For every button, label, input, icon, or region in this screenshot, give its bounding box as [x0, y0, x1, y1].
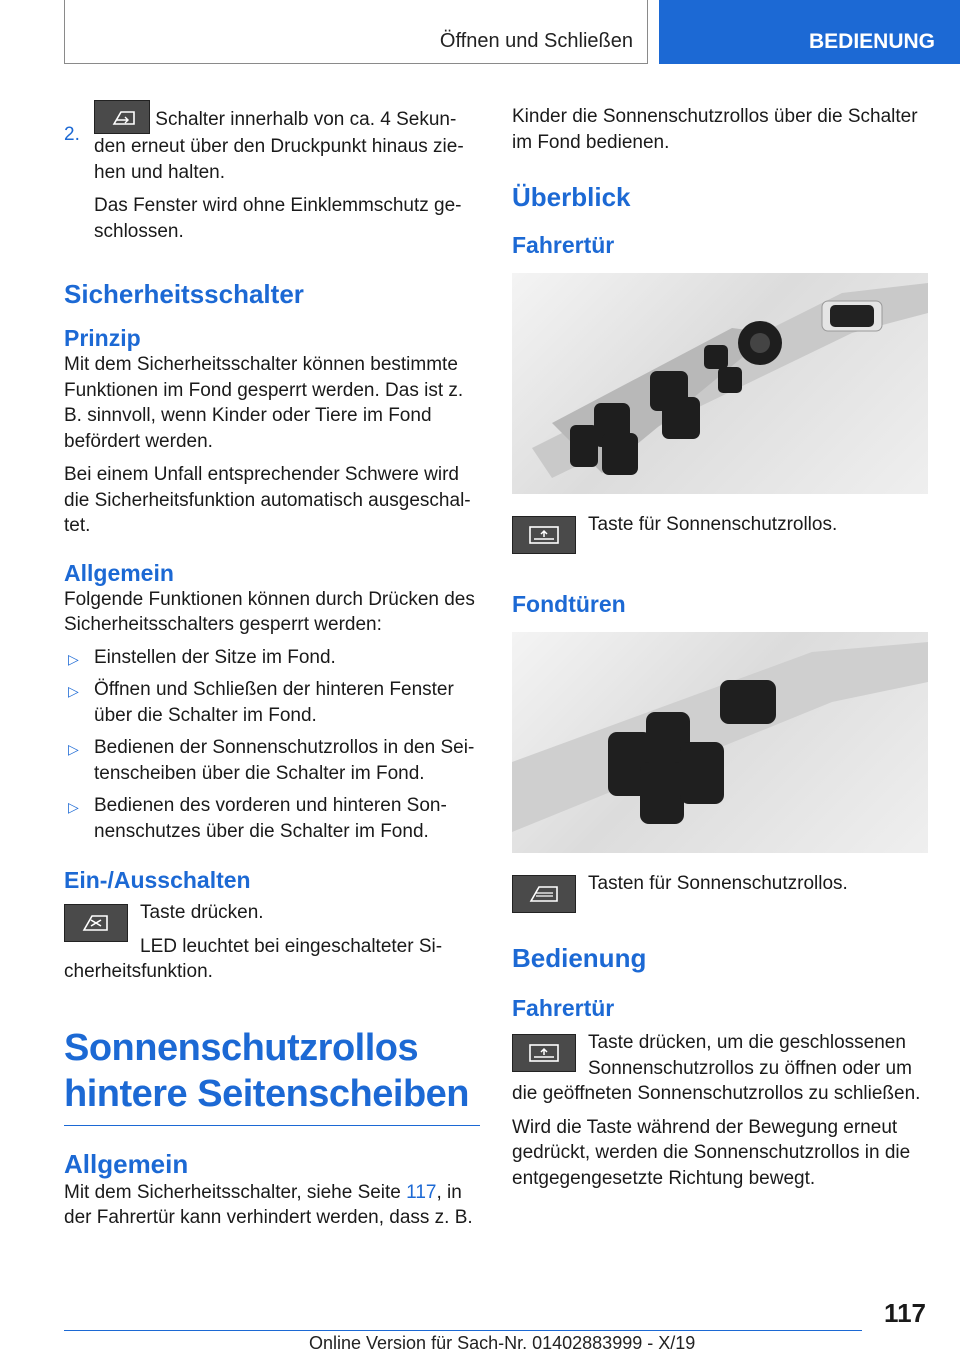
heading-sonnenschutzrollos: Sonnenschutzrollos hintere Seitenscheiben: [64, 1026, 470, 1115]
list-item: ▷ Bedienen des vorderen und hinteren Sonnenschutzes über die Schalter im Fond.: [68, 795, 447, 842]
continued-paragraph: Kinder die Sonnenschutzrollos über die Schalter im Fond bedienen.: [512, 106, 918, 153]
sunblind-icon: [512, 516, 576, 554]
einaus-paragraph-2: LED leuchtet bei eingeschalteter Sicherheitsfunktion.: [64, 935, 443, 982]
triangle-bullet-icon: ▷: [68, 741, 79, 757]
heading-allgemein: Allgemein: [64, 559, 174, 586]
caption-1: Taste für Sonnenschutzrollos.: [588, 514, 838, 535]
bedienung-block: [512, 1030, 928, 1191]
header-chapter-title: BEDIENUNG: [809, 30, 936, 53]
header-chapter-tab[interactable]: [659, 0, 960, 64]
heading-fahrertuer-2: Fahrertür: [512, 995, 615, 1021]
caption-1-block: [512, 512, 928, 538]
sunblind-icon: [512, 1034, 576, 1072]
heading-rule: [64, 1125, 480, 1126]
step-2: [64, 102, 480, 244]
caption-2: Tasten für Sonnenschutzrollos.: [588, 872, 848, 894]
triangle-bullet-icon: ▷: [68, 799, 79, 815]
heading-fahrertuer: Fahrertür: [512, 232, 615, 258]
list-item: ▷ Einstellen der Sitze im Fond.: [64, 645, 480, 671]
page-link[interactable]: 117: [406, 1181, 437, 1203]
prinzip-paragraph-1: Mit dem Sicherheitsschalter können bestimmte Funktionen im Fond gesperrt werden. Das ist z. B. sinnvoll, wenn Kinder oder Tiere im Fond befördert werden.: [64, 354, 464, 452]
sunblind-rear-icon: [512, 875, 576, 913]
heading-prinzip: Prinzip: [64, 325, 141, 351]
photo-driver-door-switches: [512, 273, 928, 494]
heading-safety-switch: Sicherheitsschalter: [64, 279, 304, 309]
footer-online-version: Online Version für Sach-Nr. 01402883999 - X/19: [309, 1333, 696, 1353]
einaus-block: [64, 900, 480, 985]
prinzip-paragraph-2: Bei einem Unfall entsprechender Schwere wird die Sicherheitsfunktion automatisch ausgeschaltet.: [64, 464, 471, 536]
heading-fondtueren: Fondtüren: [512, 590, 626, 617]
triangle-bullet-icon: ▷: [68, 650, 79, 667]
triangle-bullet-icon: ▷: [68, 683, 79, 699]
allgemein-paragraph: Folgende Funktionen können durch Drücken des Sicherheitsschalters gesperrt werden:: [64, 588, 475, 635]
step-text: Schalter innerhalb von ca. 4 Sekunden erneut über den Druckpunkt hinaus ziehen und halten.: [94, 109, 464, 183]
heading-bedienung: Bedienung: [512, 943, 647, 973]
heading-ueberblick: Überblick: [512, 182, 631, 212]
footer-rule: [64, 1330, 862, 1331]
bedienung-paragraph-1: Taste drücken, um die geschlossenen Sonnenschutzrollos zu öffnen oder um die geöffneten Sonnenschutzrollos zu schließen.: [512, 1032, 921, 1104]
right-column: [512, 104, 928, 1191]
window-switch-icon: [94, 100, 150, 134]
header-section-title: Öffnen und Schließen: [439, 30, 633, 52]
safety-switch-icon: [64, 904, 128, 942]
bedienung-paragraph-2: Wird die Taste während der Bewegung erneut gedrückt, werden die Sonnenschutzrollos in die entgegengesetzte Richtung bewegt.: [512, 1116, 911, 1189]
heading-allgemein-2: Allgemein: [64, 1148, 189, 1179]
heading-ein-ausschalten: Ein-/Ausschalten: [64, 867, 251, 893]
allgemein-2-paragraph: Mit dem Sicherheitsschalter, siehe Seite 117, in der Fahrertür kann verhindert werden, dass z. B.: [64, 1181, 473, 1228]
einaus-paragraph-1: Taste drücken.: [140, 902, 264, 923]
caption-2-block: [512, 871, 928, 897]
list-item: ▷ Bedienen der Sonnenschutzrollos in den Seitenscheiben über die Schalter im Fond.: [68, 737, 475, 784]
page-number: 117: [884, 1298, 926, 1328]
left-column: [64, 102, 480, 1231]
function-list: [64, 645, 480, 845]
step-text-2: Das Fenster wird ohne Einklemmschutz geschlossen.: [94, 195, 462, 242]
list-item: ▷ Öffnen und Schließen der hinteren Fenster über die Schalter im Fond.: [68, 679, 454, 726]
step-number: 2.: [64, 124, 80, 145]
photo-rear-door-switches: [512, 632, 928, 853]
header-section-box: [64, 0, 648, 64]
